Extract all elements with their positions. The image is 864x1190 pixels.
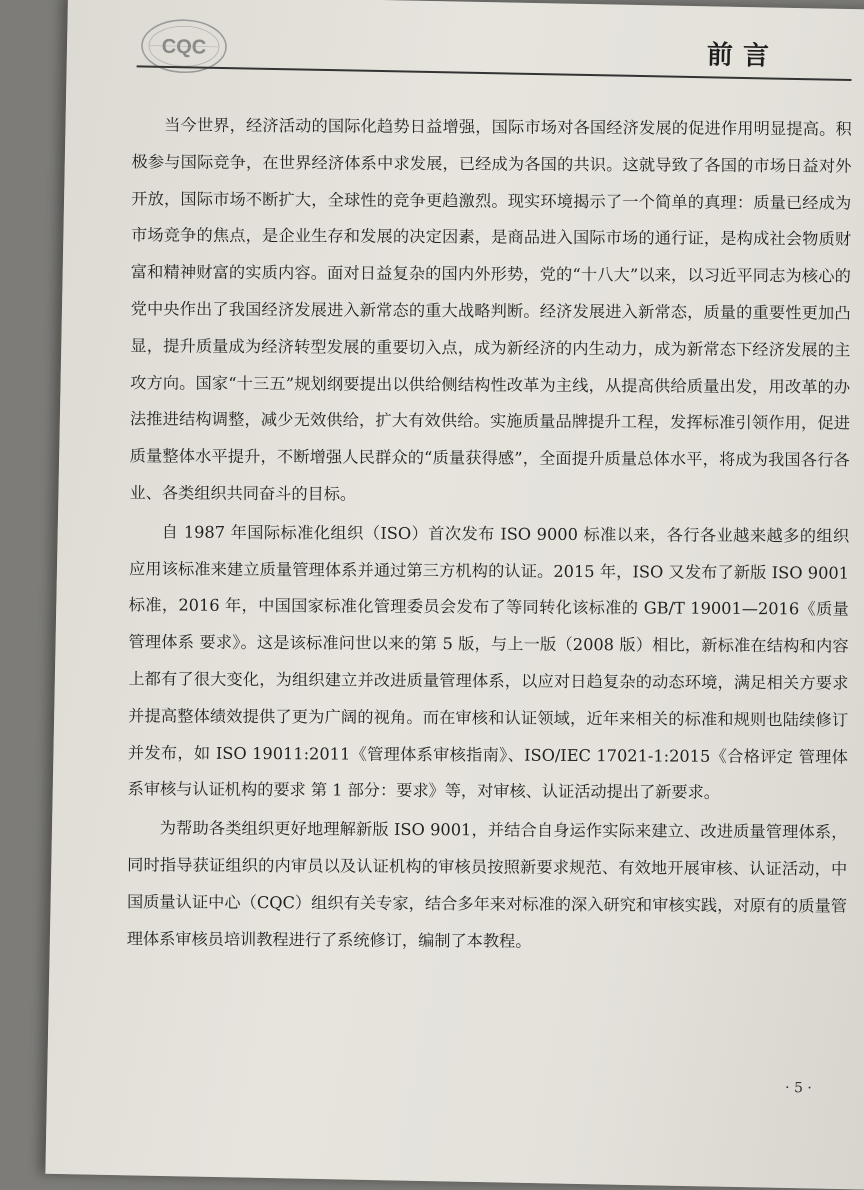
- paragraph-3: 为帮助各类组织更好地理解新版 ISO 9001，并结合自身运作实际来建立、改进质量管理体系，同时指导获证组织的内审员以及认证机构的审核员按照新要求规范、有效地开展审核、认证活动，中国质量认证中心（CQC）组织有关专家，结合多年来对标准的深入研究和审核实践，对原有的质量管理体系审核员培训教程进行了系统修订，编制了本教程。: [126, 818, 848, 951]
- paragraph-2: 自 1987 年国际标准化组织（ISO）首次发布 ISO 9000 标准以来，各行各业越来越多的组织应用该标准来建立质量管理体系并通过第三方机构的认证。2015 年，ISO 又发布了新版 ISO 9001 标准，2016 年，中国国家标准化管理委员会发布了等同转化该标准的 GB/T 19001—2016《质量管理体系 要求》。这是该标准问世以来的第 5 版，与上一版（2008 版）相比，新标准在结构和内容上都有了很大变化，为组织建立并改进质量管理体系，以应对日趋复杂的动态环境，满足相关方要求并提高整体绩效提供了更为广阔的视角。而在审核和认证领域，近年来相关的标准和规则也陆续修订并发布，如 ISO 19011:2011《管理体系审核指南》、ISO/IEC 17021-1:2015《合格评定 管理体系审核与认证机构的要求 第 1 部分：要求》等，对审核、认证活动提出了新要求。: [127, 522, 850, 803]
- book-page: [45, 0, 864, 1190]
- paragraph-1: 当今世界，经济活动的国际化趋势日益增强，国际市场对各国经济发展的促进作用明显提高。积极参与国际竞争，在世界经济体系中求发展，已经成为各国的共识。这就导致了各国的市场日益对外开放，国际市场不断扩大，全球性的竞争更趋激烈。现实环境揭示了一个简单的真理：质量已经成为市场竞争的焦点，是企业生存和发展的决定因素，是商品进入国际市场的通行证，是构成社会物质财富和精神财富的实质内容。面对日益复杂的国内外形势，党的“十八大”以来，以习近平同志为核心的党中央作出了我国经济发展进入新常态的重大战略判断。经济发展进入新常态，质量的重要性更加凸显，提升质量成为经济转型发展的重要切入点，成为新经济的内生动力，成为新常态下经济发展的主攻方向。国家“十三五”规划纲要提出以供给侧结构性改革为主线，从提高供给质量出发，用改革的办法推进结构调整，减少无效供给，扩大有效供给。实施质量品牌提升工程，发挥标准引领作用，促进质量整体水平提升，不断增强人民群众的“质量获得感”，全面提升质量总体水平，将成为我国各行各业、各类组织共同奋斗的目标。: [129, 115, 852, 504]
- page-number: · 5 ·: [784, 1079, 812, 1097]
- logo-text: CQC: [161, 35, 207, 59]
- page-title: 前言: [706, 40, 780, 72]
- preface-body: [127, 107, 852, 962]
